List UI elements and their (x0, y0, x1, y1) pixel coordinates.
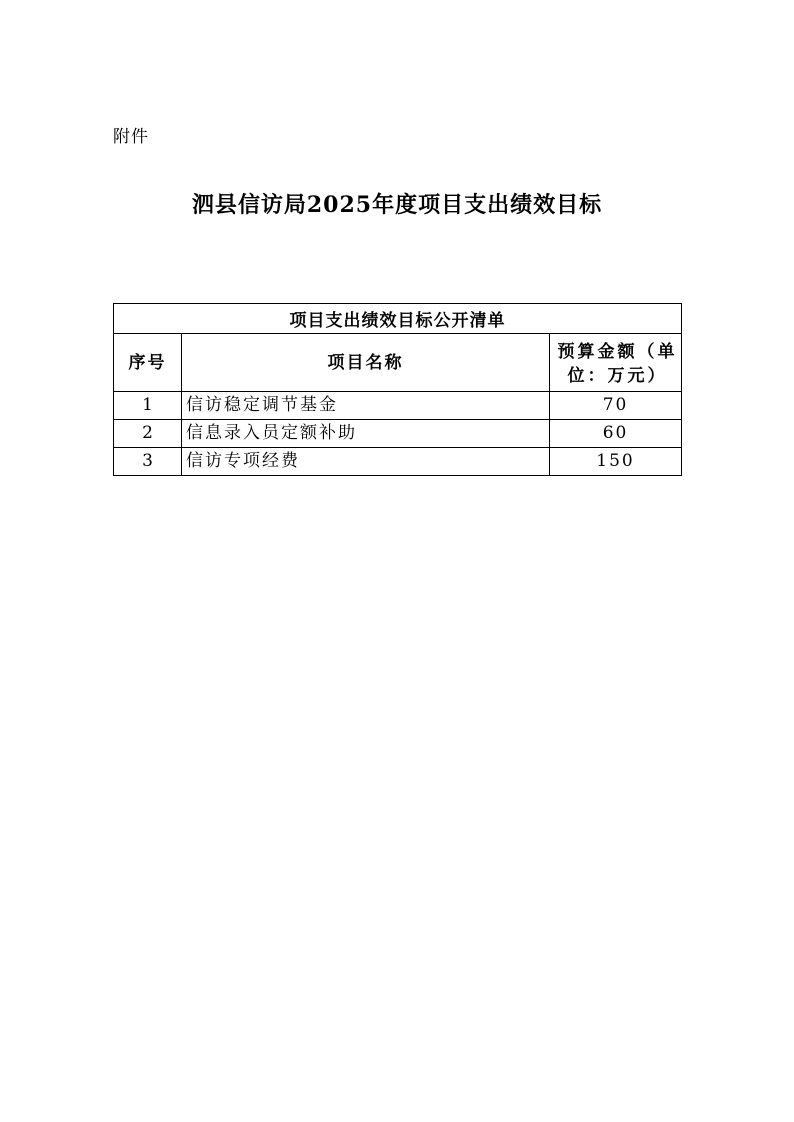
row-amount: 70 (550, 392, 682, 420)
row-amount: 60 (550, 420, 682, 448)
attachment-label: 附件 (113, 127, 149, 147)
row-seq: 1 (114, 392, 182, 420)
row-amount: 150 (550, 448, 682, 476)
performance-table (113, 303, 682, 476)
header-name: 项目名称 (182, 334, 550, 392)
table-row (114, 420, 682, 448)
table-header-row (114, 334, 682, 392)
table-row (114, 392, 682, 420)
header-seq: 序号 (114, 334, 182, 392)
table-caption-row (114, 304, 682, 334)
table-caption: 项目支出绩效目标公开清单 (114, 304, 682, 334)
row-seq: 3 (114, 448, 182, 476)
table-row (114, 448, 682, 476)
header-amount: 预算金额（单位：万元） (550, 334, 682, 392)
row-seq: 2 (114, 420, 182, 448)
row-name: 信访专项经费 (182, 448, 550, 476)
row-name: 信访稳定调节基金 (182, 392, 550, 420)
row-name: 信息录入员定额补助 (182, 420, 550, 448)
document-title: 泗县信访局2025年度项目支出绩效目标 (191, 192, 603, 218)
